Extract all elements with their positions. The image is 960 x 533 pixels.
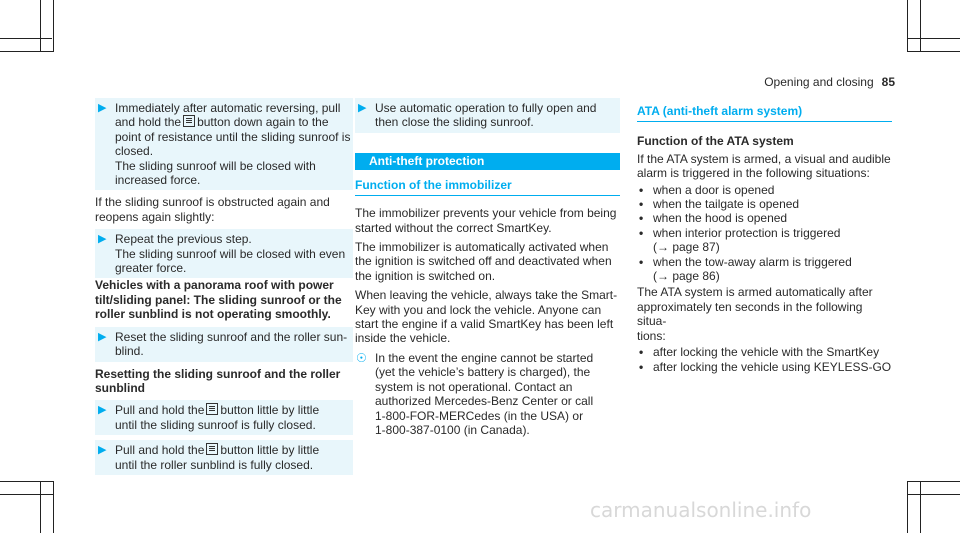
crop-mark [907,0,908,52]
list-item: • when the tow-away alarm is triggered (→ page 86) [637,255,892,284]
step-line: Immediately after automatic reversing, pull [115,101,341,115]
step-line: and hold the button down again to the [115,115,329,130]
crop-mark [907,481,908,533]
paragraph: When leaving the vehicle, always take the Smart- Key with you and lock the vehicle. Anyone can start the engine if a valid SmartKey has been left inside the vehicle. [355,288,618,346]
crop-mark [920,0,921,52]
subheading: Function of the ATA system [637,134,794,149]
step-line: increased force. [115,173,201,188]
crop-mark [53,481,54,533]
crop-mark [907,481,960,482]
instruction-step: ▶ Reset the sliding sunroof and the roller sun- blind. [95,327,353,362]
list-item: • after locking the vehicle with the SmartKey [637,345,892,359]
instruction-step [95,98,353,190]
list-item: • when the tailgate is opened [637,197,892,211]
crop-mark [40,481,41,533]
step-line: The sliding sunroof will be closed with [115,158,316,173]
list-item: • when interior protection is triggered (→ page 87) [637,226,892,255]
sunroof-button-icon [183,115,195,127]
crop-mark [40,0,41,52]
crop-mark [920,481,921,533]
bullet-list [637,345,892,374]
sunroof-button-icon [206,443,218,455]
paragraph: The ATA system is armed automatically after approximately ten seconds in the following situa- tions: [637,285,873,343]
step-line: point of resistance until the sliding sunroof is [115,129,351,144]
subheading: Vehicles with a panorama roof with power tilt/sliding panel: The sliding sunroof or the roller sunblind is not operating smoothly. [95,278,342,322]
page-number: 85 [881,75,895,89]
crop-mark [0,481,53,482]
step-arrow-icon: ▶ [358,102,367,114]
page-header [757,75,895,89]
column-middle [355,98,620,437]
crop-mark [907,51,960,52]
step-arrow-icon: ▶ [98,330,107,343]
note: ☉ In the event the engine cannot be started (yet the vehicle’s battery is charged), the system is not operational. Contact an authorized Mercedes-Benz Center or call 1-800-FOR-MERCedes (in the USA) or 1-800-387-0100 (in Canada). [356,350,594,437]
section-title: Opening and closing [764,75,874,89]
bullet-list [637,183,892,284]
sunroof-button-icon [206,403,218,415]
crop-mark [907,494,960,495]
instruction-step: ▶ Use automatic operation to fully open and then close the sliding sunroof. [355,98,620,133]
crop-mark [0,51,53,52]
instruction-step: ▶ Repeat the previous step. The sliding sunroof will be closed with even greater force. [95,229,353,278]
crop-mark [0,38,52,39]
section-heading: ATA (anti-theft alarm system) [637,104,892,122]
paragraph: If the ATA system is armed, a visual and audible alarm is triggered in the following situations: [637,151,891,181]
subheading: Resetting the sliding sunroof and the roller sunblind [95,366,341,395]
column-left [95,98,353,475]
list-item: • after locking the vehicle using KEYLESS-GO [637,360,892,374]
step-arrow-icon: ▶ [98,444,107,457]
section-heading: Function of the immobilizer [355,178,620,196]
instruction-step: ▶ Pull and hold the button little by little until the roller sunblind is fully closed. [95,440,353,475]
step-arrow-icon: ▶ [98,404,107,417]
list-item: • when the hood is opened [637,211,892,225]
step-arrow-icon: ▶ [98,233,107,246]
crop-mark [907,38,960,39]
crop-mark [0,494,53,495]
paragraph: If the sliding sunroof is obstructed again and reopens again slightly: [95,195,330,224]
step-line: closed. [115,144,154,159]
list-item: • when a door is opened [637,183,892,197]
info-icon: ☉ [356,350,367,365]
paragraph: The immobilizer prevents your vehicle from being started without the correct SmartKey. [355,206,617,235]
crop-mark [53,0,54,52]
section-banner: Anti-theft protection [355,153,620,170]
paragraph: The immobilizer is automatically activated when the ignition is switched off and deactivated when the ignition is switched on. [355,240,612,283]
watermark: carmanualsonline.info [590,498,812,522]
instruction-step: ▶ Pull and hold the button little by little until the sliding sunroof is fully closed. [95,400,353,435]
page-reference-link[interactable]: (→ page 87) [653,240,720,255]
page-reference-link[interactable]: (→ page 86) [653,269,720,284]
column-right [637,98,892,376]
step-arrow-icon: ▶ [98,102,107,114]
